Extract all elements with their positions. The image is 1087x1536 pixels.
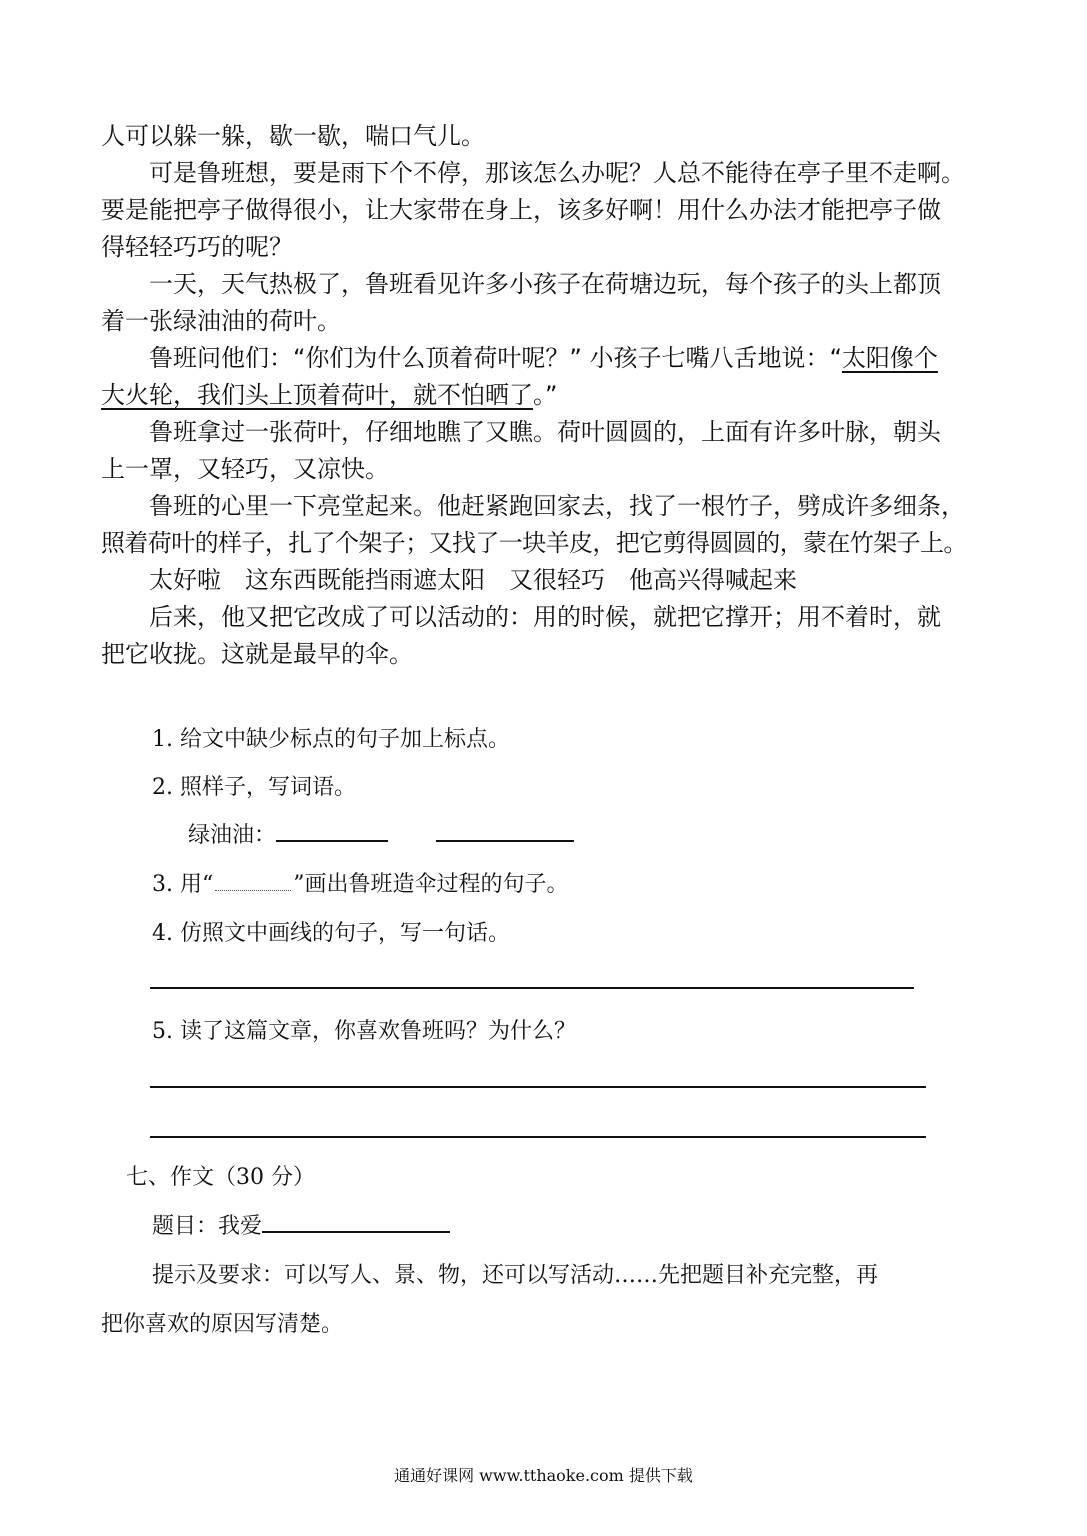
composition-heading: 七、作文（30 分） — [126, 1165, 315, 1190]
dialogue-text: 鲁班问他们：“你们为什么顶着荷叶呢？” 小孩子七嘴八舌地说：“ — [149, 344, 842, 372]
page-footer: 通通好课网 www.tthaoke.com 提供下载 — [394, 1466, 693, 1485]
question-1: 1. 给文中缺少标点的句子加上标点。 — [152, 727, 510, 752]
answer-line[interactable] — [150, 1136, 926, 1138]
answer-blank[interactable] — [276, 820, 388, 842]
underlined-sentence: 大火轮，我们头上顶着荷叶，就不怕晒了 — [101, 381, 533, 409]
passage-line: 照着荷叶的样子，扎了个架子；又找了一块羊皮，把它剪得圆圆的，蒙在竹架子上。 — [101, 529, 967, 557]
composition-topic — [152, 1209, 450, 1240]
dialogue-line — [101, 340, 991, 377]
composition-prompt: 提示及要求：可以写人、景、物，还可以写活动……先把题目补充完整，再 — [152, 1263, 879, 1288]
example-word: 绿油油： — [188, 823, 277, 848]
dialogue-text: 。” — [533, 381, 558, 409]
question-4: 4. 仿照文中画线的句子，写一句话。 — [152, 921, 510, 946]
passage-line: 鲁班的心里一下亮堂起来。他赶紧跑回家去，找了一根竹子，劈成许多细条， — [149, 492, 965, 520]
topic-label: 题目：我爱 — [152, 1214, 263, 1239]
question-3-text: 3. 用“ — [152, 872, 214, 897]
passage-line: 把它收拢。这就是最早的伞。 — [101, 640, 413, 668]
question-2: 2. 照样子，写词语。 — [152, 775, 356, 800]
question-3-text: ”画出鲁班造伞过程的句子。 — [293, 872, 569, 897]
passage-line: 鲁班拿过一张荷叶，仔细地瞧了又瞧。荷叶圆圆的，上面有许多叶脉，朝头 — [149, 418, 941, 446]
passage-line: 上一罩，又轻巧，又凉快。 — [101, 455, 389, 483]
unpunctuated-sentence: 太好啦 这东西既能挡雨遮太阳 又很轻巧 他高兴得喊起来 — [149, 566, 797, 594]
answer-blank[interactable] — [436, 820, 574, 842]
answer-line[interactable] — [150, 987, 914, 989]
passage-line: 一天，天气热极了，鲁班看见许多小孩子在荷塘边玩，每个孩子的头上都顶 — [149, 270, 941, 298]
passage-line: 得轻轻巧巧的呢？ — [101, 233, 293, 261]
wavy-line-symbol — [215, 876, 291, 891]
passage-line: 人可以躲一躲，歇一歇，喘口气儿。 — [101, 122, 485, 150]
topic-blank[interactable] — [262, 1211, 450, 1233]
passage-line: 着一张绿油油的荷叶。 — [101, 307, 341, 335]
question-3 — [152, 867, 568, 898]
passage-line: 可是鲁班想，要是雨下个不停，那该怎么办呢？人总不能待在亭子里不走啊。 — [149, 159, 965, 187]
answer-line[interactable] — [150, 1086, 926, 1088]
passage-line: 后来，他又把它改成了可以活动的：用的时候，就把它撑开；用不着时，就 — [149, 603, 941, 631]
question-2-example — [188, 818, 574, 849]
underlined-sentence: 太阳像个 — [841, 344, 938, 372]
passage-line: 要是能把亭子做得很小，让大家带在身上，该多好啊！用什么办法才能把亭子做 — [101, 196, 941, 224]
dialogue-line — [101, 377, 991, 414]
composition-prompt: 把你喜欢的原因写清楚。 — [101, 1312, 344, 1337]
reading-passage — [101, 118, 991, 673]
question-5: 5. 读了这篇文章，你喜欢鲁班吗？为什么？ — [152, 1019, 576, 1044]
